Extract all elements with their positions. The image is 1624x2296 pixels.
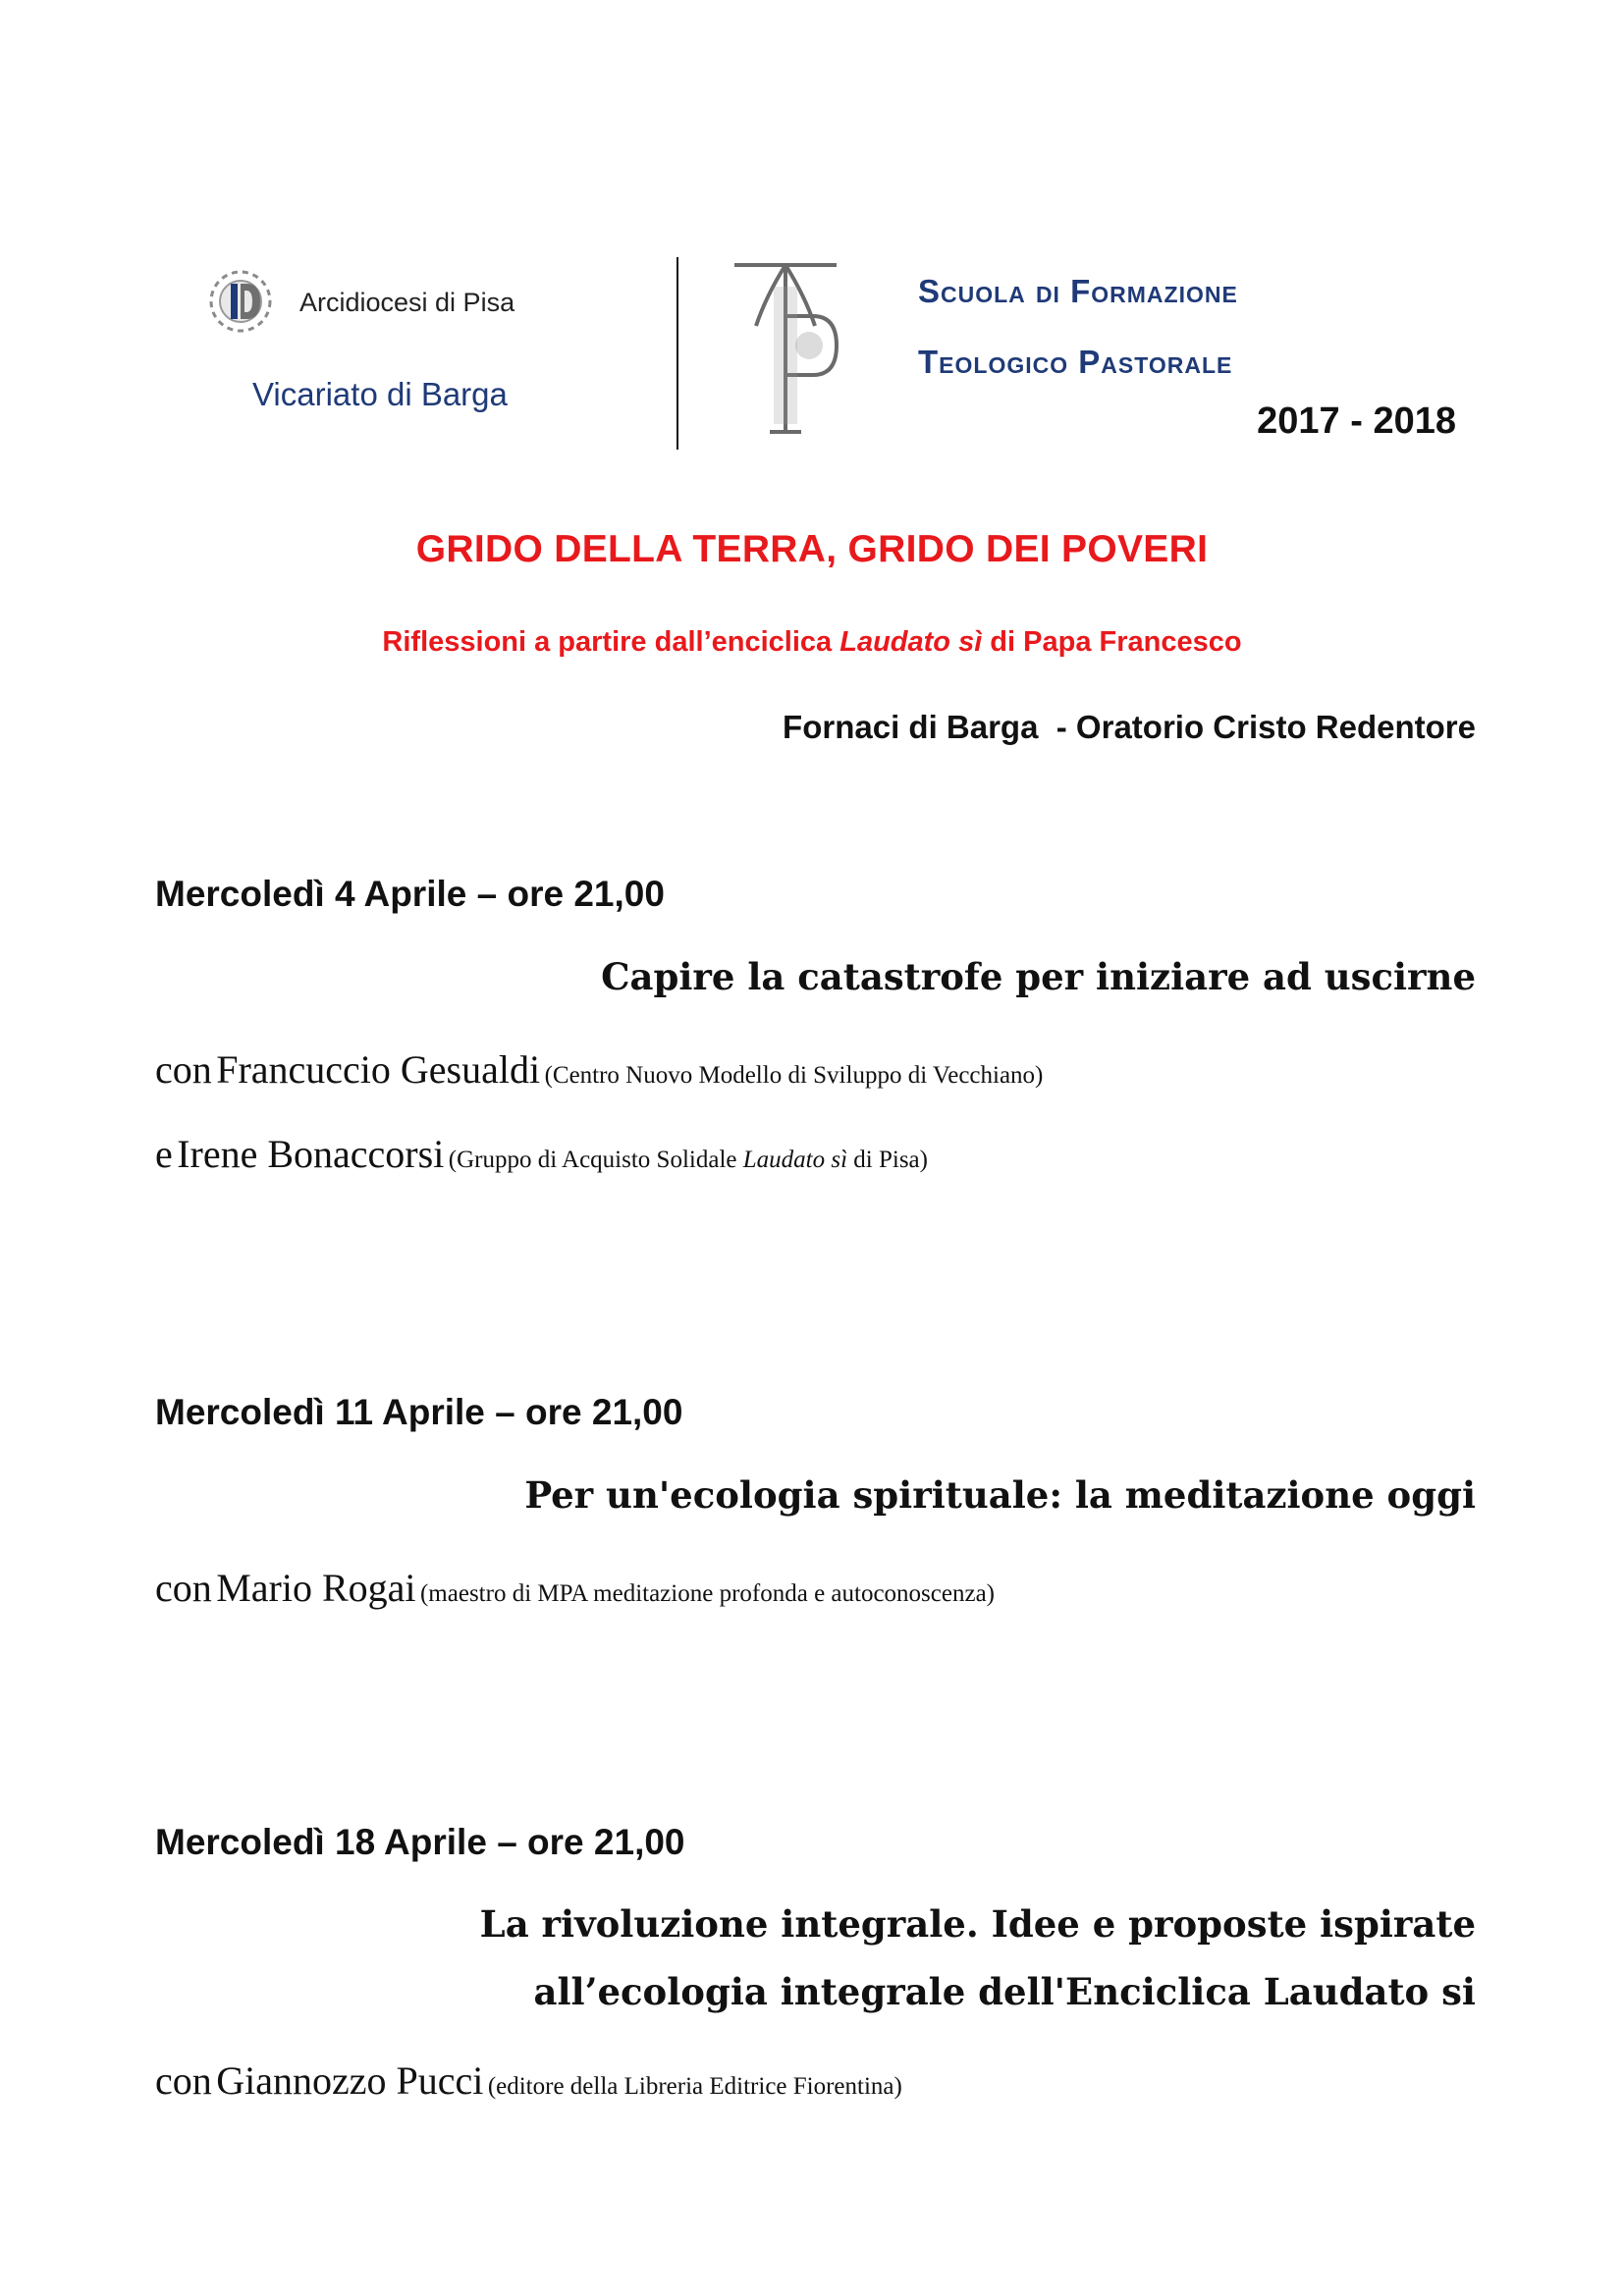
speaker-affiliation: (editore della Libreria Editrice Fiorentina)	[487, 2073, 902, 2100]
event-1-speaker-2	[155, 1131, 928, 1177]
school-monogram-logo	[727, 257, 844, 439]
school-title-line-2: Teologico Pastorale	[918, 344, 1233, 380]
school-year: 2017 - 2018	[1257, 400, 1456, 442]
school-title-line-1: Scuola di Formazione	[918, 273, 1238, 309]
diocese-logo-block	[191, 250, 604, 432]
affiliation-text-before: (Gruppo di Acquisto Solidale	[448, 1147, 743, 1173]
speaker-prefix: con	[155, 2058, 212, 2103]
event-1-date: Mercoledì 4 Aprile – ore 21,00	[155, 874, 665, 914]
diocese-emblem-icon	[201, 262, 280, 341]
speaker-affiliation: (Centro Nuovo Modello di Sviluppo di Vecchiano)	[544, 1062, 1044, 1089]
speaker-affiliation: (maestro di MPA meditazione profonda e autoconoscenza)	[419, 1580, 995, 1607]
diocese-name: Arcidiocesi di Pisa	[299, 288, 515, 317]
subtitle	[0, 626, 1624, 659]
event-3-speaker-1	[155, 2057, 902, 2104]
event-3-date: Mercoledì 18 Aprile – ore 21,00	[155, 1822, 685, 1862]
speaker-name: Francuccio Gesualdi	[216, 1047, 541, 1092]
affiliation-text-after: di Pisa)	[847, 1147, 928, 1173]
event-1-speaker-1	[155, 1046, 1043, 1093]
venue: Fornaci di Barga - Oratorio Cristo Redentore	[783, 709, 1476, 745]
event-2-title: Per un'ecologia spirituale: la meditazione oggi	[524, 1473, 1476, 1517]
subtitle-text-after: di Papa Francesco	[982, 626, 1242, 658]
speaker-prefix: e	[155, 1132, 173, 1176]
subtitle-text-before: Riflessioni a partire dall’enciclica	[382, 626, 840, 658]
speaker-name: Giannozzo Pucci	[216, 2058, 484, 2103]
affiliation-italic: Laudato sì	[742, 1147, 848, 1173]
speaker-prefix: con	[155, 1566, 212, 1610]
school-title	[918, 275, 1458, 416]
vicariato-name: Vicariato di Barga	[252, 376, 508, 412]
speaker-affiliation	[449, 1147, 928, 1173]
speaker-name: Mario Rogai	[216, 1566, 416, 1610]
header-divider	[677, 257, 678, 450]
main-title: GRIDO DELLA TERRA, GRIDO DEI POVERI	[415, 528, 1209, 570]
event-3-title-line-2: all’ecologia integrale dell'Enciclica Laudato si	[533, 1970, 1476, 2013]
event-1-title: Capire la catastrofe per iniziare ad uscirne	[601, 955, 1476, 998]
event-2-speaker-1	[155, 1565, 995, 1611]
event-3-title-line-1: La rivoluzione integrale. Idee e proposte ispirate	[479, 1902, 1476, 1946]
speaker-prefix: con	[155, 1047, 212, 1092]
subtitle-encyclical-name: Laudato sì	[839, 626, 983, 658]
event-2-date: Mercoledì 11 Aprile – ore 21,00	[155, 1392, 683, 1432]
speaker-name: Irene Bonaccorsi	[177, 1132, 445, 1176]
